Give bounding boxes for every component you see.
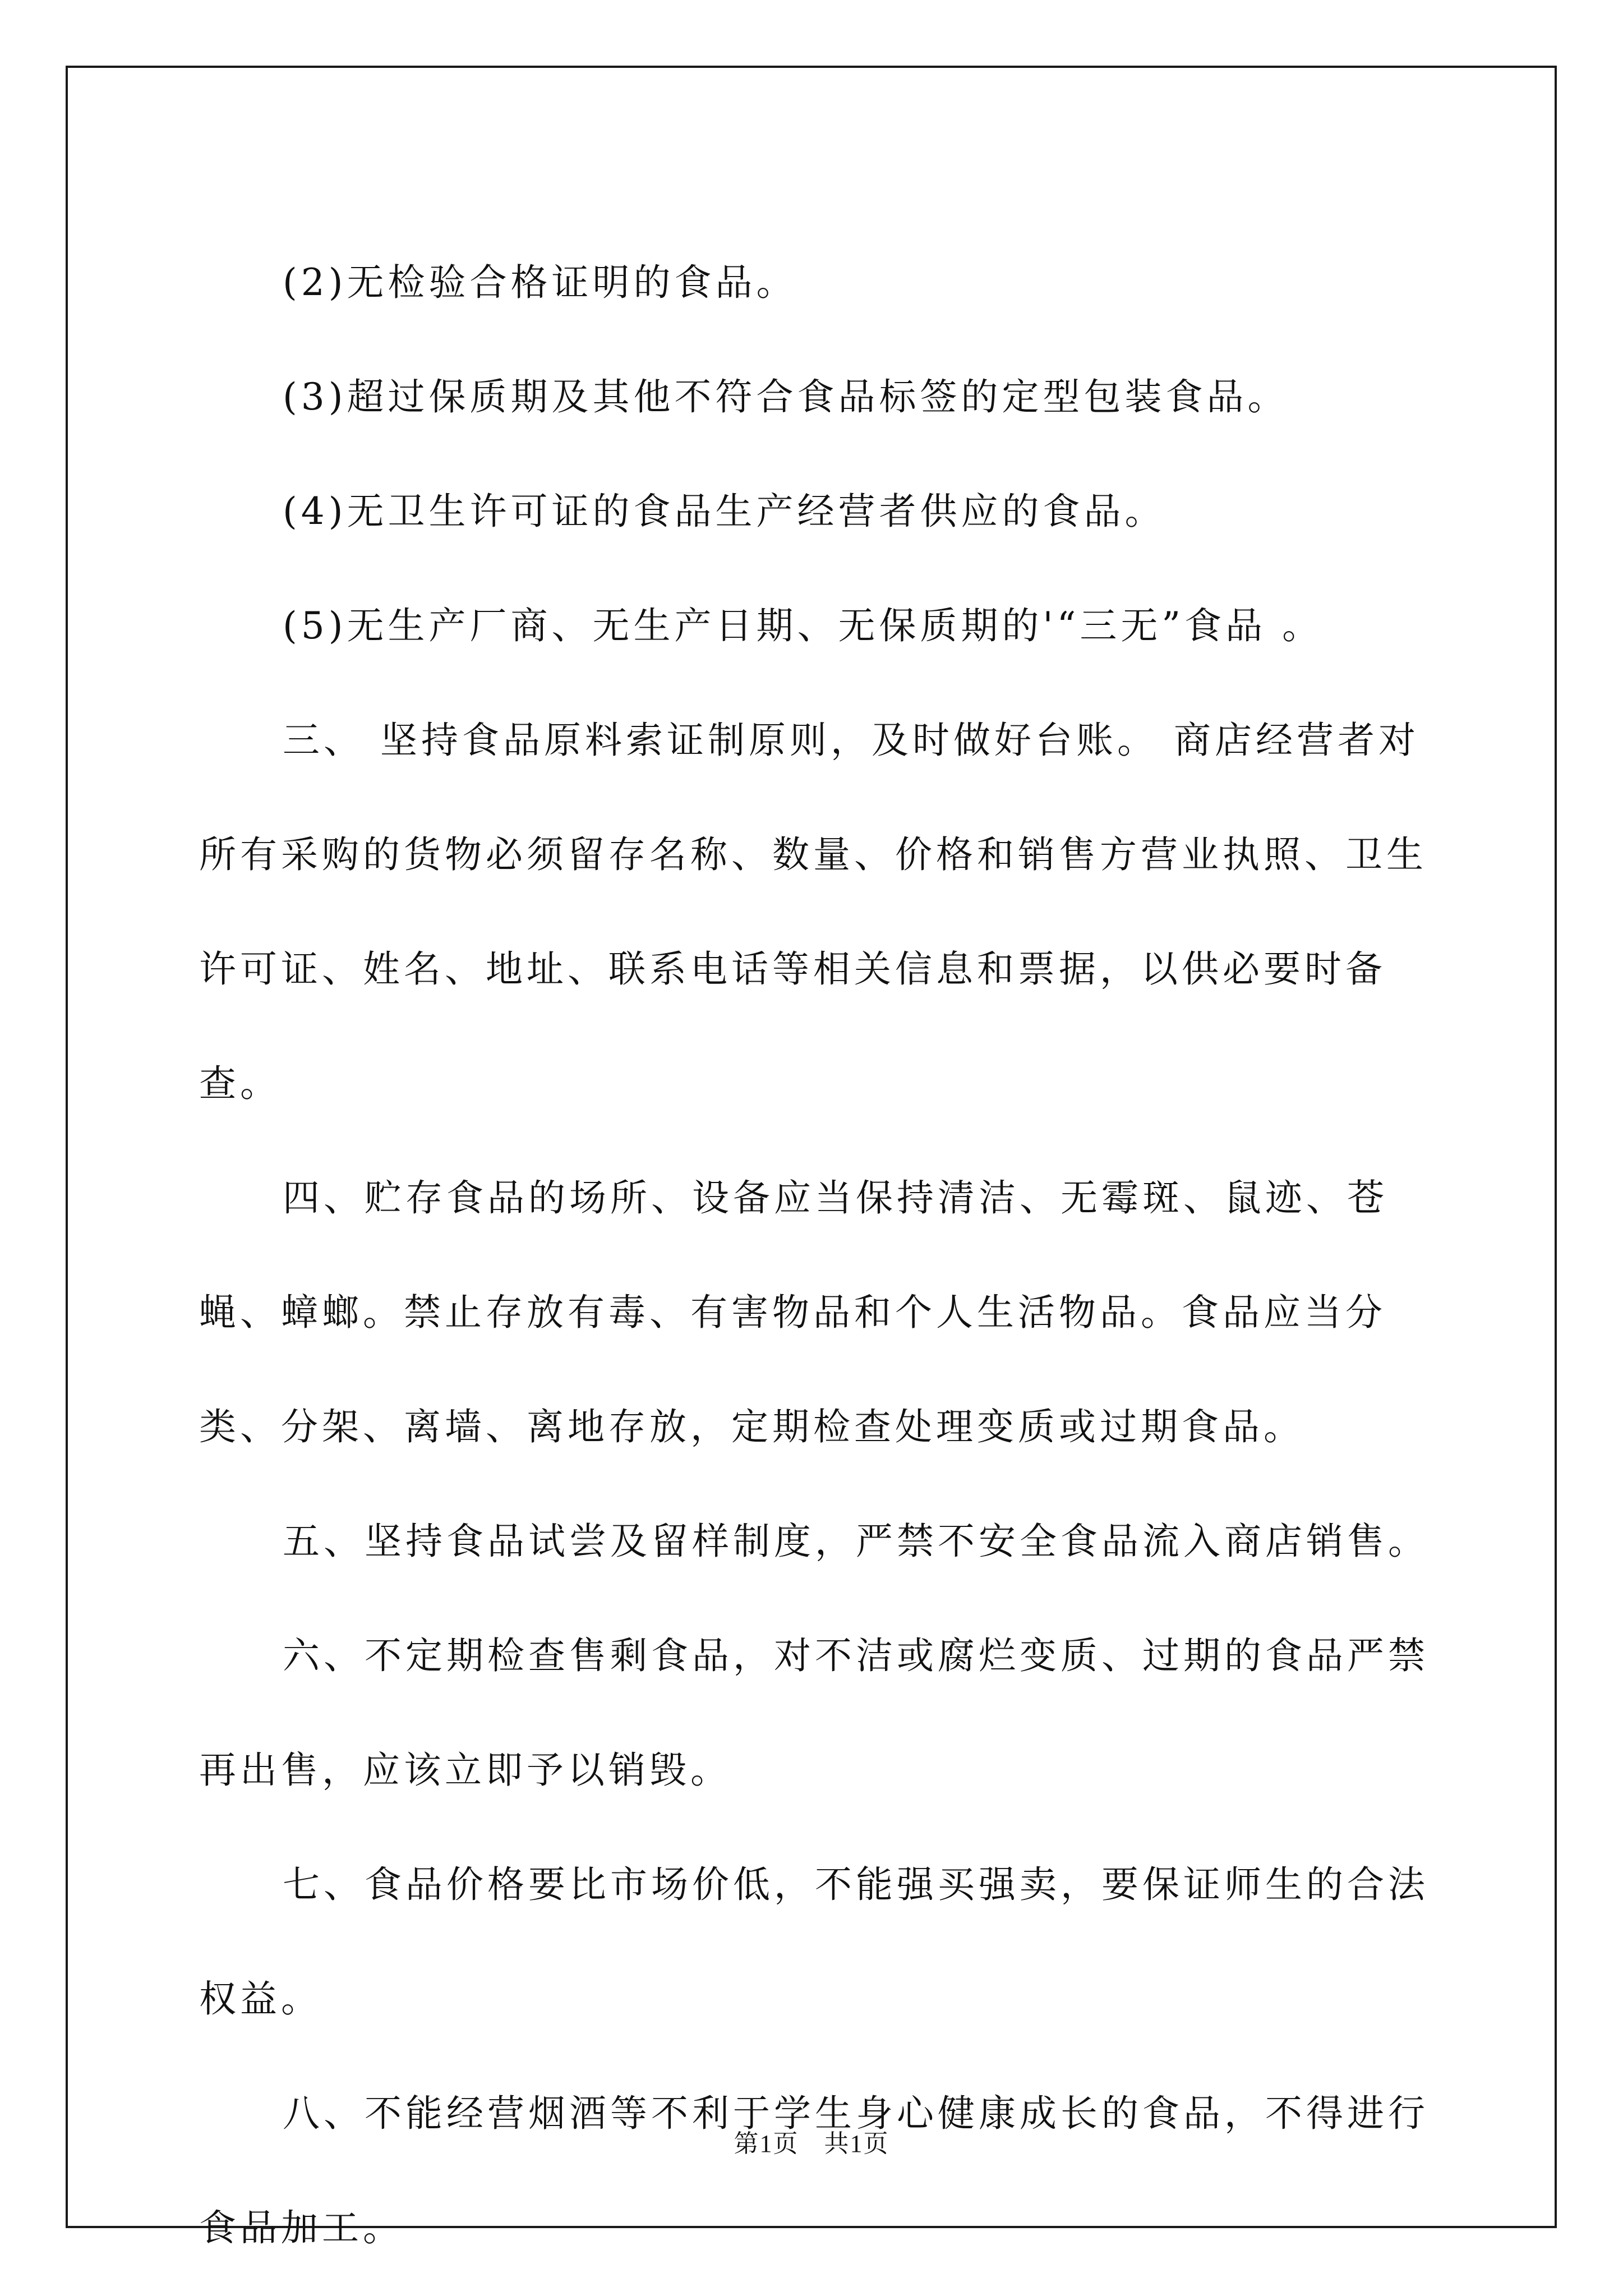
paragraph-section-7: 七、食品价格要比市场价低，不能强买强卖，要保证师生的合法权益。 [199, 1863, 1429, 2021]
paragraph-section-4: 四、贮存食品的场所、设备应当保持清洁、无霉斑、鼠迹、苍蝇、蟑螂。禁止存放有毒、有害物品和个人生活物品。食品应当分类、分架、离墙、离地存放，定期检查处理变质或过期食品。 [199, 1176, 1388, 1448]
paragraph-section-3: 三、 坚持食品原料索证制原则，及时做好台账。 商店经营者对所有采购的货物必须留存名称、数量、价格和销售方营业执照、卫生许可证、姓名、地址、联系电话等相关信息和票据，以供必要时备查。 [199, 719, 1427, 1105]
page-number-total: 共1页 [824, 2130, 889, 2157]
paragraph-section-6: 六、不定期检查售剩食品，对不洁或腐烂变质、过期的食品严禁再出售，应该立即予以销毁。 [199, 1634, 1429, 1792]
page-number-current: 第1页 [734, 2130, 799, 2157]
page-footer [0, 2123, 1623, 2159]
paragraph-item-5: (5)无生产厂商、无生产日期、无保质期的'“三无”食品 。 [283, 604, 1324, 647]
paragraph-item-3: (3)超过保质期及其他不符合食品标签的定型包装食品。 [283, 375, 1289, 418]
paragraph-section-8: 八、不能经营烟酒等不利于学生身心健康成长的食品，不得进行食品加工。 [199, 2092, 1429, 2249]
paragraph-item-4: (4)无卫生许可证的食品生产经营者供应的食品。 [283, 490, 1166, 533]
document-body [199, 226, 1433, 2285]
paragraph-section-5: 五、坚持食品试尝及留样制度，严禁不安全食品流入商店销售。 [283, 1520, 1429, 1563]
paragraph-item-2: (2)无检验合格证明的食品。 [283, 261, 797, 304]
